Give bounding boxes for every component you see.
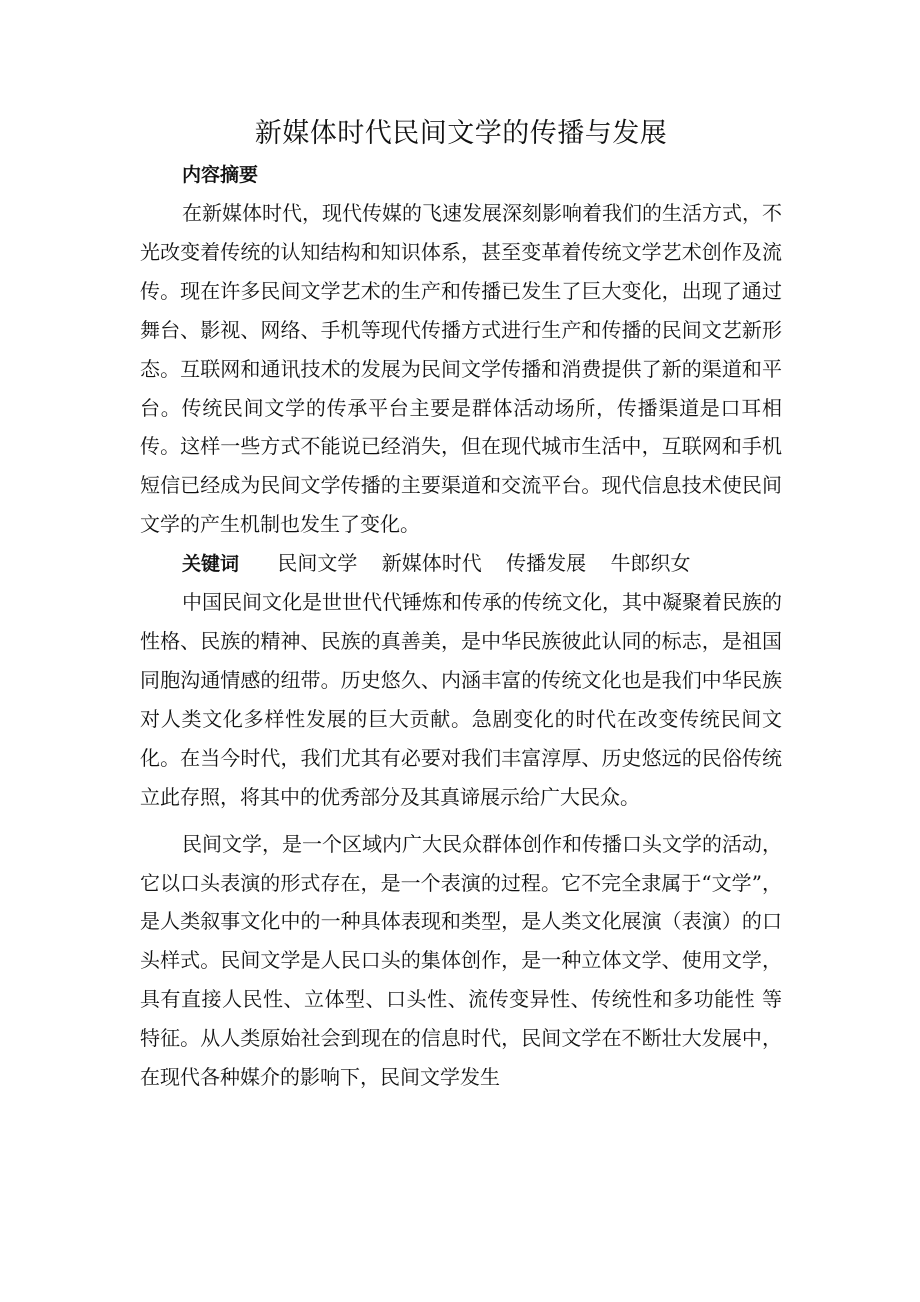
document-title: 新媒体时代民间文学的传播与发展 [254, 118, 668, 149]
paragraph-gap [140, 817, 782, 825]
document-page [140, 112, 782, 1097]
body-paragraph: 民间文学，是一个区域内广大民众群体创作和传播口头文学的活动，它以口头表演的形式存在，是一个表演的过程。它不完全隶属于“文学”，是人类叙事文化中的一种具体表现和类型，是人类文化展演（表演）的口头样式。民间文学是人民口头的集体创作，是一种立体文学、使用文学，具有直接人民性、立体型、口头性、流传变异性、传统性和多功能性 等特征。从人类原始社会到现在的信息时代，民间文学在不断壮大发展中，在现代各种媒介的影响下，民间文学发生 [140, 831, 782, 1090]
keyword-item: 传播发展 [506, 551, 587, 576]
keyword-item: 新媒体时代 [381, 551, 482, 576]
keywords-line [140, 544, 782, 583]
keyword-item: 民间文学 [277, 551, 358, 576]
keyword-item: 牛郎织女 [610, 551, 691, 576]
body-paragraph: 中国民间文化是世世代代锤炼和传承的传统文化，其中凝聚着民族的性格、民族的精神、民族的真善美，是中华民族彼此认同的标志，是祖国同胞沟通情感的纽带。历史悠久、内涵丰富的传统文化也是我们中华民族对人类文化多样性发展的巨大贡献。急剧变化的时代在改变传统民间文化。在当今时代，我们尤其有必要对我们丰富淳厚、历史悠远的民俗传统立此存照，将其中的优秀部分及其真谛展示给广大民众。 [140, 590, 782, 809]
keywords-label: 关键词 [182, 553, 240, 576]
abstract-paragraph: 在新媒体时代，现代传媒的飞速发展深刻影响着我们的生活方式，不光改变着传统的认知结构和知识体系，甚至变革着传统文学艺术创作及流传。现在许多民间文学艺术的生产和传播已发生了巨大变化，出现了通过舞台、影视、网络、手机等现代传播方式进行生产和传播的民间文艺新形态。互联网和通讯技术的发展为民间文学传播和消费提供了新的渠道和平台。传统民间文学的传承平台主要是群体活动场所，传播渠道是口耳相传。这样一些方式不能说已经消失，但在现代城市生活中，互联网和手机短信已经成为民间文学传播的主要渠道和交流平台。现代信息技术使民间文学的产生机制也发生了变化。 [140, 201, 782, 537]
abstract-heading: 内容摘要 [182, 164, 259, 186]
